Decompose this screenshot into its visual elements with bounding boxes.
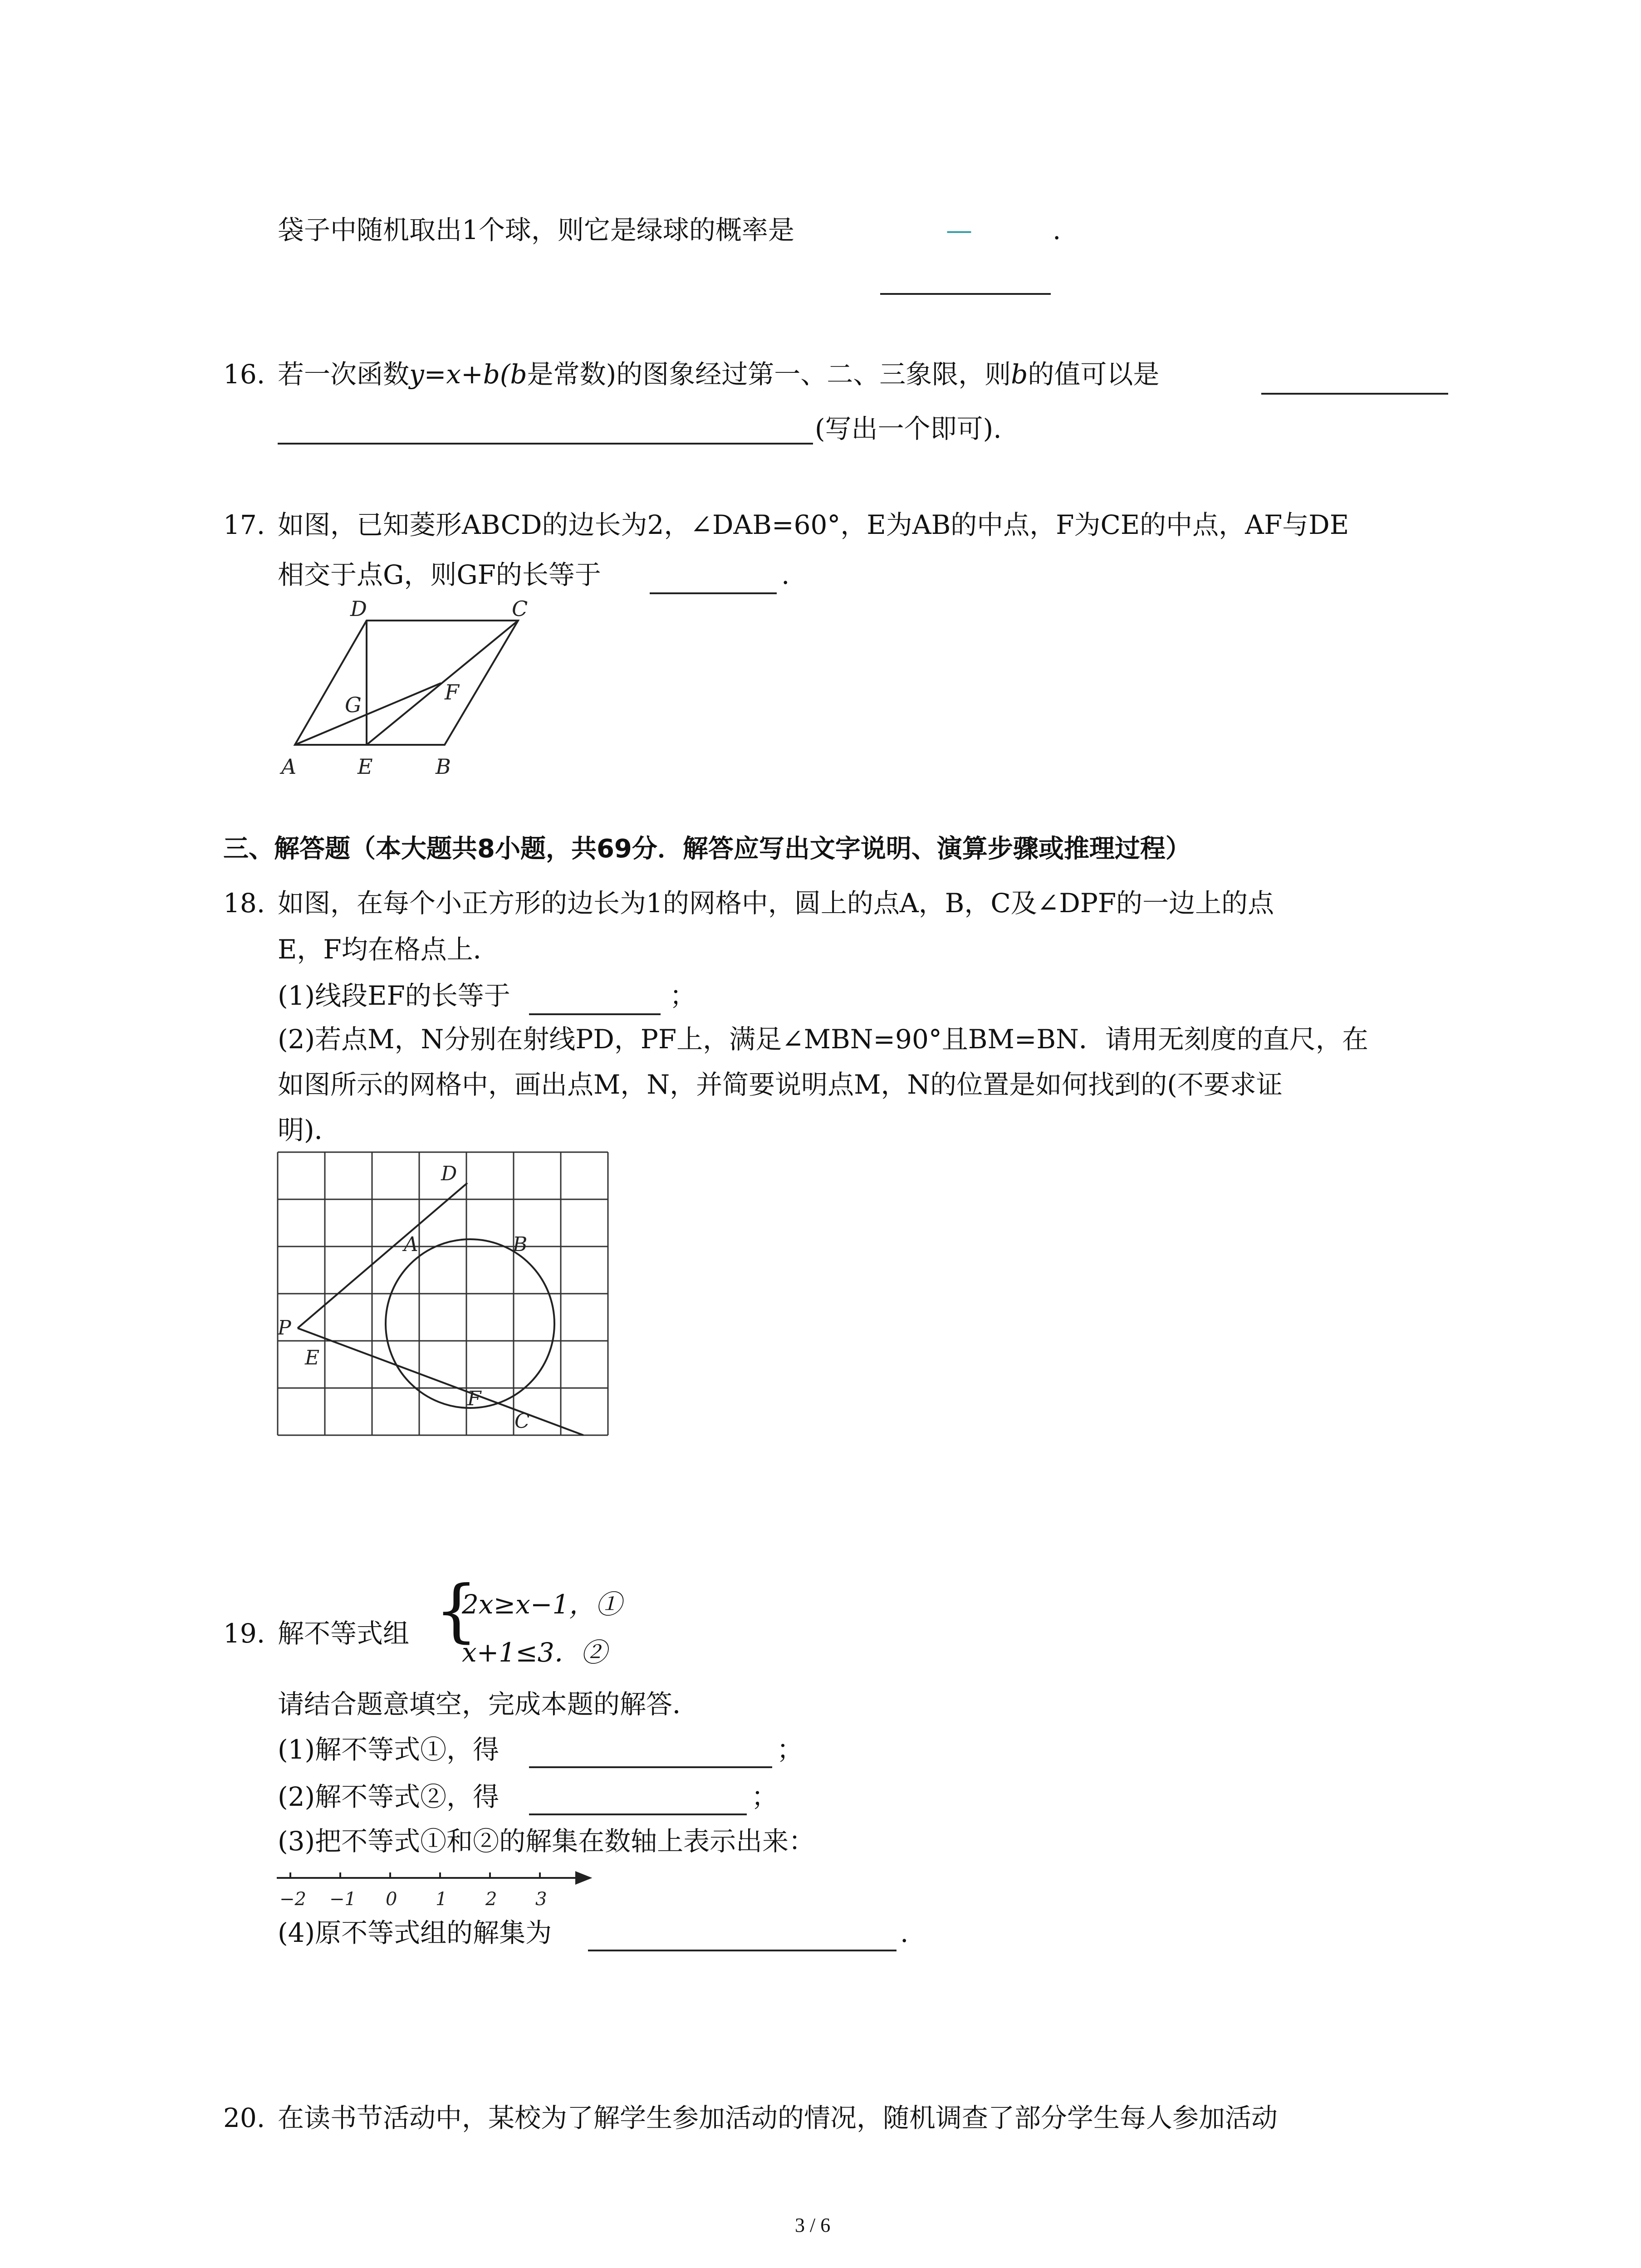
q17-segment-af	[295, 683, 441, 745]
q17-label-f: F	[445, 680, 459, 704]
q16-stem	[278, 359, 1160, 390]
q20-line1: 在读书节活动中，某校为了解学生参加活动的情况，随机调查了部分学生每人参加活动	[278, 2102, 1278, 2133]
q18-label-p: P	[278, 1316, 291, 1339]
q16-post: 的值可以是	[1028, 359, 1160, 390]
q18-ray-pf	[298, 1328, 583, 1435]
q19-part2-blank[interactable]	[529, 1813, 747, 1815]
q19-part2-end: ；	[751, 1781, 778, 1812]
q20-number: 20.	[223, 2102, 265, 2133]
q16-b: b	[1011, 359, 1028, 390]
q19-part4-end: .	[900, 1917, 909, 1948]
q18-label-c: C	[514, 1410, 530, 1433]
q19-axis-tick-label: 3	[535, 1889, 547, 1910]
q19-part1-blank[interactable]	[529, 1766, 772, 1768]
q19-part1: (1)解不等式①，得	[278, 1734, 500, 1765]
q19-part1-end: ；	[777, 1734, 803, 1765]
q16-tail: (写出一个即可).	[815, 413, 1002, 444]
q18-label-b: B	[513, 1233, 528, 1256]
q17-line2-end: .	[781, 559, 790, 590]
q18-circle	[386, 1239, 554, 1408]
q17-segment-ce	[367, 621, 518, 745]
q19-number-line	[272, 1860, 599, 1923]
q18-label-d: D	[441, 1162, 457, 1185]
q18-line2: E，F均在格点上．	[278, 934, 500, 965]
q17-label-d: D	[350, 596, 367, 621]
q19-brace: {	[435, 1571, 478, 1650]
q19-part4: (4)原不等式组的解集为	[278, 1917, 552, 1948]
q18-label-a: A	[404, 1233, 418, 1256]
q16-pre: 若一次函数	[278, 359, 410, 390]
q18-part1-blank[interactable]	[529, 1013, 661, 1015]
q19-part2: (2)解不等式②，得	[278, 1781, 500, 1812]
q15-answer-mark: —	[946, 215, 972, 245]
q17-label-c: C	[512, 596, 528, 621]
q19-axis-tick-label: 2	[485, 1889, 497, 1910]
q17-line2-pre: 相交于点G，则GF的长等于	[278, 559, 601, 590]
q18-part2-line1: (2)若点M，N分别在射线PD，PF上，满足∠MBN=90°且BM=BN．请用无刻度的直尺，在	[278, 1024, 1368, 1055]
q19-inequality-2: x+1≤3．②	[462, 1637, 607, 1668]
page-number: 3 / 6	[795, 2214, 831, 2236]
q19-prompt: 解不等式组	[278, 1618, 410, 1649]
q19-axis-tick-label: −1	[329, 1889, 356, 1910]
q16-blank-1[interactable]	[1261, 393, 1448, 395]
q19-instruction: 请结合题意填空，完成本题的解答．	[278, 1689, 699, 1720]
q18-label-e: E	[305, 1346, 320, 1369]
q19-axis-tick-label: 0	[386, 1889, 397, 1910]
q19-inequality-1: 2x≥x−1，①	[462, 1589, 622, 1620]
q19-axis-arrow	[576, 1872, 590, 1883]
q17-number: 17.	[223, 509, 265, 540]
q17-rhombus-figure	[272, 594, 544, 785]
q17-line1: 如图，已知菱形ABCD的边长为2，∠DAB=60°，E为AB的中点，F为CE的中点，AF与DE	[278, 509, 1349, 540]
q18-part1-end: ；	[670, 980, 696, 1011]
q17-label-b: B	[436, 754, 451, 779]
q17-label-e: E	[358, 754, 373, 779]
section3-heading: 三、解答题（本大题共8小题，共69分．解答应写出文字说明、演算步骤或推理过程）	[223, 834, 1191, 864]
q17-label-g: G	[345, 693, 362, 717]
q17-answer-blank[interactable]	[650, 592, 777, 594]
q18-grid	[278, 1152, 608, 1435]
q18-line1: 如图，在每个小正方形的边长为1的网格中，圆上的点A，B，C及∠DPF的一边上的点	[278, 888, 1274, 919]
q17-line2	[278, 559, 601, 590]
q19-part3: (3)把不等式①和②的解集在数轴上表示出来：	[278, 1826, 815, 1857]
q18-number: 18.	[223, 888, 265, 919]
q16-blank-2[interactable]	[278, 443, 813, 445]
q15-answer-blank[interactable]	[880, 293, 1051, 295]
q18-part2-line2: 如图所示的网格中，画出点M，N，并简要说明点M，N的位置是如何找到的(不要求证	[278, 1069, 1283, 1100]
q16-formula: y=x+b	[409, 359, 500, 390]
q16-paren-b: (b	[500, 359, 527, 390]
q18-part2-line3: 明)．	[278, 1114, 341, 1145]
q18-grid-figure	[254, 1148, 617, 1456]
q18-part1	[278, 982, 510, 1009]
q17-label-a: A	[281, 754, 297, 779]
q19-number: 19.	[223, 1618, 265, 1649]
q19-part4-blank[interactable]	[588, 1950, 896, 1951]
q15-tail-text: 袋子中随机取出1个球，则它是绿球的概率是	[278, 215, 794, 245]
q19-axis-tick-label: −2	[279, 1889, 306, 1910]
q19-axis-tick-label: 1	[436, 1889, 447, 1910]
q18-label-f: F	[467, 1387, 481, 1410]
q18-part1-pre: (1)线段EF的长等于	[278, 980, 510, 1011]
q17-rhombus-abcd	[295, 621, 518, 745]
q16-mid: 是常数)的图象经过第一、二、三象限，则	[527, 359, 1011, 390]
q18-ray-pd	[298, 1183, 467, 1328]
q15-end-period: .	[1053, 215, 1061, 245]
q16-number: 16.	[223, 359, 265, 390]
